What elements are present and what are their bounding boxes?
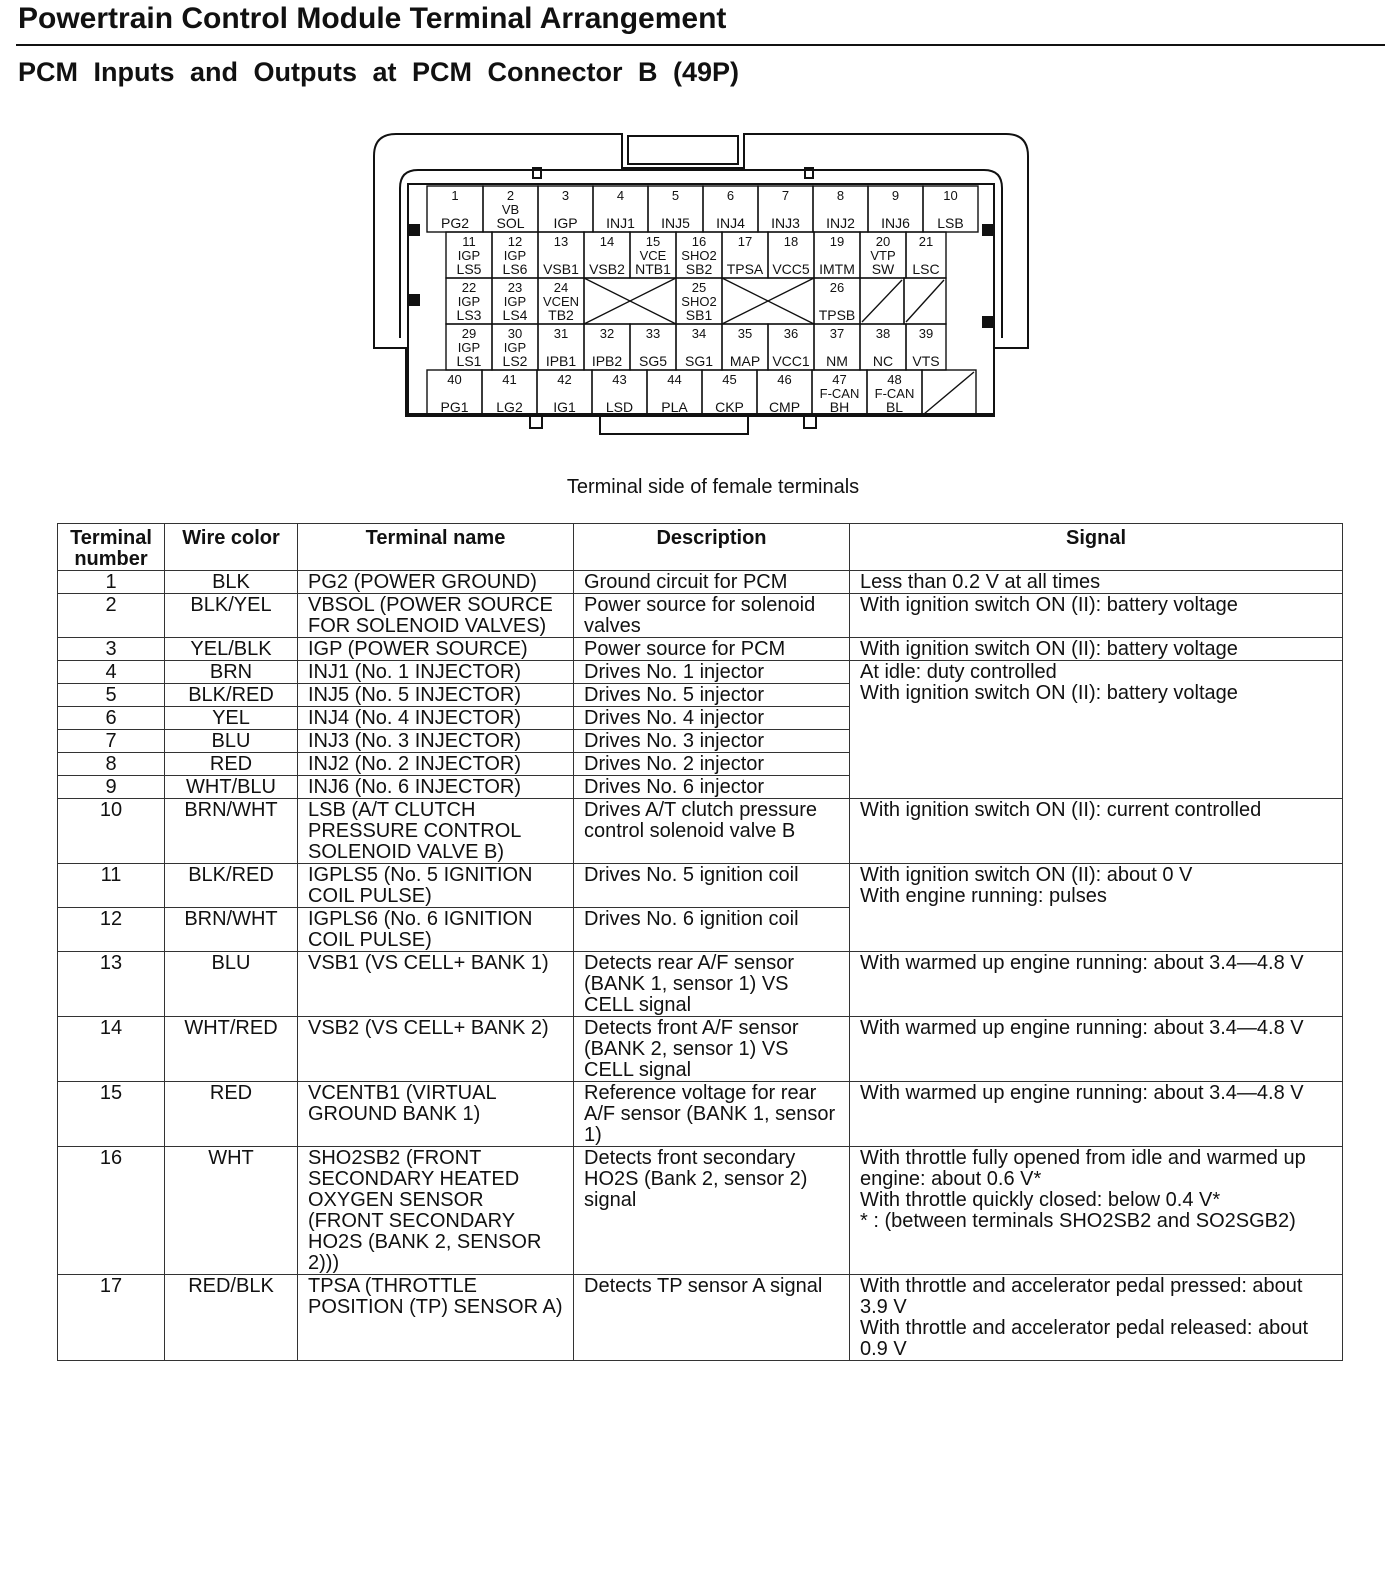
pin-number: 44 (667, 372, 682, 387)
header-signal: Signal (850, 524, 1343, 571)
pin-label: TPSA (726, 261, 764, 277)
pin-number: 33 (645, 326, 661, 341)
wire-color-cell: BLK (165, 571, 298, 594)
pin-number: 48 (887, 372, 902, 387)
connector-diagram (370, 128, 1032, 440)
wire-color-cell: YEL/BLK (165, 638, 298, 661)
pin-label: LS4 (502, 307, 528, 323)
signal-line: With throttle fully opened from idle and warmed up engine: about 0.6 V* (860, 1147, 1306, 1190)
pin-label: LS6 (502, 261, 528, 277)
pin-number: 20 (875, 234, 891, 249)
pin-number: 7 (781, 188, 790, 203)
pin-label: IGP (503, 248, 527, 263)
description-cell: Detects front A/F sensor (BANK 2, sensor 1) VS CELL signal (574, 1017, 850, 1082)
wire-color-cell: WHT/RED (165, 1017, 298, 1082)
empty-cavity-slash (862, 280, 902, 322)
terminal-number-cell: 12 (58, 908, 165, 952)
pin-label: IGP (457, 248, 481, 263)
terminal-number-cell: 16 (58, 1147, 165, 1275)
pin-label: VTS (912, 353, 940, 369)
description-cell: Ground circuit for PCM (574, 571, 850, 594)
description-cell: Drives A/T clutch pressure control solenoid valve B (574, 799, 850, 864)
pin-number: 23 (507, 280, 523, 295)
terminal-name-cell: INJ6 (No. 6 INJECTOR) (298, 776, 574, 799)
pin-label: VCE (639, 248, 667, 263)
pin-number: 10 (943, 188, 958, 203)
pin-number: 16 (691, 234, 707, 249)
description-cell: Detects rear A/F sensor (BANK 1, sensor 1) VS CELL signal (574, 952, 850, 1017)
terminal-name-cell: VSB2 (VS CELL+ BANK 2) (298, 1017, 574, 1082)
pin-label: INJ3 (771, 215, 800, 231)
wire-color-cell: BRN (165, 661, 298, 684)
pin-label: IGP (503, 340, 527, 355)
pin-number: 4 (616, 188, 625, 203)
pin-number: 11 (462, 234, 476, 249)
terminal-name-cell: VSB1 (VS CELL+ BANK 1) (298, 952, 574, 1017)
pin-label: INJ6 (881, 215, 910, 231)
empty-cavity-slash (906, 280, 944, 322)
table-row (58, 952, 1343, 1017)
terminal-name-cell: INJ4 (No. 4 INJECTOR) (298, 707, 574, 730)
pin-number: 24 (553, 280, 569, 295)
signal-cell (850, 638, 1343, 661)
terminal-number-cell: 8 (58, 753, 165, 776)
terminal-number-cell: 6 (58, 707, 165, 730)
pin-number: 46 (777, 372, 792, 387)
terminal-name-cell: INJ1 (No. 1 INJECTOR) (298, 661, 574, 684)
pin-label: SG1 (684, 353, 714, 369)
description-cell: Detects front secondary HO2S (Bank 2, sensor 2) signal (574, 1147, 850, 1275)
wire-color-cell: RED (165, 753, 298, 776)
pin-label: VCEN (542, 294, 580, 309)
signal-cell (850, 594, 1343, 638)
signal-cell (850, 1017, 1343, 1082)
pin-number: 43 (612, 372, 627, 387)
pin-label: NC (872, 353, 894, 369)
pin-label: TPSB (818, 307, 856, 323)
pin-label: SOL (496, 215, 525, 231)
signal-line: With ignition switch ON (II): battery voltage (860, 638, 1238, 660)
pin-number: 45 (722, 372, 737, 387)
pin-number: 21 (918, 234, 934, 249)
table-row (58, 1082, 1343, 1147)
signal-line: With throttle quickly closed: below 0.4 V* (860, 1189, 1221, 1211)
terminal-number-cell: 5 (58, 684, 165, 707)
description-cell: Power source for PCM (574, 638, 850, 661)
description-cell: Drives No. 3 injector (574, 730, 850, 753)
signal-cell (850, 1082, 1343, 1147)
signal-cell (850, 799, 1343, 864)
terminal-number-cell: 4 (58, 661, 165, 684)
pin-label: PG2 (440, 215, 470, 231)
pin-number: 14 (599, 234, 615, 249)
terminal-number-cell: 10 (58, 799, 165, 864)
wire-color-cell: RED/BLK (165, 1275, 298, 1361)
pin-number: 26 (829, 280, 845, 295)
table-row (58, 571, 1343, 594)
terminal-name-cell: IGP (POWER SOURCE) (298, 638, 574, 661)
pin-number: 36 (783, 326, 799, 341)
pin-label: INJ4 (716, 215, 745, 231)
wire-color-cell: BRN/WHT (165, 908, 298, 952)
pin-number: 5 (671, 188, 680, 203)
pin-label: VSB1 (543, 261, 579, 277)
pin-label: SHO2 (681, 248, 717, 263)
terminal-name-cell: TPSA (THROTTLE POSITION (TP) SENSOR A) (298, 1275, 574, 1361)
table-row (58, 1275, 1343, 1361)
pin-label: IG1 (553, 399, 576, 415)
pin-number: 40 (447, 372, 462, 387)
wire-color-cell: BLU (165, 730, 298, 753)
pin-number: 13 (553, 234, 569, 249)
pin-number: 41 (502, 372, 517, 387)
terminal-number-cell: 3 (58, 638, 165, 661)
pin-number: 17 (737, 234, 753, 249)
pin-number: 18 (783, 234, 799, 249)
signal-cell (850, 1275, 1343, 1361)
signal-cell (850, 1147, 1343, 1275)
header-wire-color: Wire color (165, 524, 298, 571)
wire-color-cell: BLU (165, 952, 298, 1017)
pin-number: 34 (691, 326, 707, 341)
pin-number: 38 (875, 326, 891, 341)
pin-label: BL (885, 399, 904, 415)
terminal-name-cell: IGPLS6 (No. 6 IGNITION COIL PULSE) (298, 908, 574, 952)
header-terminal-name: Terminal name (298, 524, 574, 571)
description-cell: Drives No. 6 injector (574, 776, 850, 799)
pin-label: INJ2 (826, 215, 855, 231)
pin-label: LS2 (502, 353, 528, 369)
terminal-name-cell: INJ3 (No. 3 INJECTOR) (298, 730, 574, 753)
signal-line: With throttle and accelerator pedal pressed: about 3.9 V (860, 1275, 1303, 1318)
connector-caption: Terminal side of female terminals (566, 476, 860, 498)
pin-label: SB2 (685, 261, 713, 277)
pin-number: 8 (836, 188, 845, 203)
pin-number: 31 (553, 326, 569, 341)
description-cell: Detects TP sensor A signal (574, 1275, 850, 1361)
pin-label: SHO2 (681, 294, 717, 309)
pin-number: 15 (645, 234, 661, 249)
terminal-number-cell: 9 (58, 776, 165, 799)
table-row (58, 799, 1343, 864)
terminal-number-cell: 2 (58, 594, 165, 638)
description-cell: Drives No. 1 injector (574, 661, 850, 684)
pin-number: 2 (506, 188, 515, 203)
pin-number: 47 (832, 372, 847, 387)
signal-line: * : (between terminals SHO2SB2 and SO2SGB2) (860, 1210, 1296, 1232)
pin-number: 39 (918, 326, 934, 341)
terminal-name-cell: VBSOL (POWER SOURCE FOR SOLENOID VALVES) (298, 594, 574, 638)
description-cell: Drives No. 5 ignition coil (574, 864, 850, 908)
pin-number: 25 (691, 280, 707, 295)
pin-label: NTB1 (635, 261, 671, 277)
signal-line: With ignition switch ON (II): current controlled (860, 799, 1262, 821)
terminal-name-cell: SHO2SB2 (FRONT SECONDARY HEATED OXYGEN SENSOR (FRONT SECONDARY HO2S (BANK 2, SENSOR 2))) (298, 1147, 574, 1275)
pin-label: TB2 (548, 307, 574, 323)
description-cell: Reference voltage for rear A/F sensor (BANK 1, sensor 1) (574, 1082, 850, 1147)
page-subtitle: PCM Inputs and Outputs at PCM Connector B (49P) (18, 57, 740, 87)
terminal-name-cell: IGPLS5 (No. 5 IGNITION COIL PULSE) (298, 864, 574, 908)
pin-label: F-CAN (874, 386, 915, 401)
pin-label: IGP (457, 294, 481, 309)
pin-number: 35 (737, 326, 753, 341)
pin-number: 1 (451, 188, 459, 203)
wire-color-cell: YEL (165, 707, 298, 730)
pin-number: 37 (829, 326, 845, 341)
pin-label: IPB1 (545, 353, 577, 369)
pin-label: SG5 (638, 353, 668, 369)
signal-cell (850, 661, 1343, 799)
signal-line: With warmed up engine running: about 3.4—4.8 V (860, 1082, 1304, 1104)
terminal-name-cell: PG2 (POWER GROUND) (298, 571, 574, 594)
pin-label: BH (829, 399, 850, 415)
wire-color-cell: BLK/YEL (165, 594, 298, 638)
pin-label: LS3 (456, 307, 482, 323)
pin-label: PLA (661, 399, 688, 415)
pin-label: NM (826, 353, 848, 369)
terminal-number-cell: 17 (58, 1275, 165, 1361)
signal-line: With ignition switch ON (II): battery voltage (860, 682, 1238, 704)
table-row (58, 864, 1343, 908)
terminal-table (57, 523, 1343, 1361)
signal-cell (850, 571, 1343, 594)
table-row (58, 661, 1343, 684)
pin-label: LS1 (456, 353, 482, 369)
description-cell: Drives No. 6 ignition coil (574, 908, 850, 952)
table-row (58, 1017, 1343, 1082)
pin-label: CKP (715, 399, 744, 415)
terminal-name-cell: VCENTB1 (VIRTUAL GROUND BANK 1) (298, 1082, 574, 1147)
pin-label: SW (871, 261, 895, 277)
wire-color-cell: BLK/RED (165, 864, 298, 908)
pin-label: VCC1 (772, 353, 810, 369)
signal-line: At idle: duty controlled (860, 661, 1057, 683)
signal-line: Less than 0.2 V at all times (860, 571, 1101, 593)
empty-cavity-slash (924, 372, 974, 414)
signal-cell (850, 952, 1343, 1017)
table-row (58, 594, 1343, 638)
table-header-row (58, 524, 1343, 571)
terminal-number-cell: 1 (58, 571, 165, 594)
pin-label: LSB (937, 215, 964, 231)
description-cell: Drives No. 2 injector (574, 753, 850, 776)
pin-number: 42 (557, 372, 572, 387)
title-divider (16, 44, 1385, 46)
description-cell: Drives No. 4 injector (574, 707, 850, 730)
pin-label: IGP (553, 215, 578, 231)
table-row (58, 1147, 1343, 1275)
signal-line: With throttle and accelerator pedal released: about 0.9 V (860, 1317, 1309, 1360)
pin-number: 9 (891, 188, 900, 203)
page-title: Powertrain Control Module Terminal Arrangement (18, 2, 727, 35)
pin-label: LSD (605, 399, 634, 415)
pin-label: LS5 (456, 261, 482, 277)
header-description: Description (574, 524, 850, 571)
pin-label: IGP (457, 340, 481, 355)
pin-label: PG1 (440, 399, 469, 415)
terminal-name-cell: INJ5 (No. 5 INJECTOR) (298, 684, 574, 707)
pin-label: LG2 (496, 399, 523, 415)
signal-line: With warmed up engine running: about 3.4—4.8 V (860, 1017, 1304, 1039)
wire-color-cell: RED (165, 1082, 298, 1147)
pin-number: 30 (507, 326, 523, 341)
pin-number: 19 (829, 234, 845, 249)
pin-label: IGP (503, 294, 527, 309)
signal-line: With warmed up engine running: about 3.4—4.8 V (860, 952, 1304, 974)
terminal-number-cell: 14 (58, 1017, 165, 1082)
signal-line: With engine running: pulses (860, 885, 1107, 907)
pin-label: VSB2 (589, 261, 625, 277)
terminal-number-cell: 7 (58, 730, 165, 753)
pin-label: VB (501, 202, 520, 217)
terminal-number-cell: 13 (58, 952, 165, 1017)
signal-line: With ignition switch ON (II): battery voltage (860, 594, 1238, 616)
terminal-name-cell: INJ2 (No. 2 INJECTOR) (298, 753, 574, 776)
header-terminal-number: Terminal number (58, 524, 165, 571)
pin-label: VTP (870, 248, 896, 263)
signal-cell (850, 864, 1343, 952)
pin-number: 22 (461, 280, 477, 295)
pin-label: INJ1 (606, 215, 635, 231)
pin-number: 29 (461, 326, 477, 341)
pin-label: LSC (912, 261, 940, 277)
pin-number: 6 (726, 188, 735, 203)
wire-color-cell: BLK/RED (165, 684, 298, 707)
pin-label: IMTM (819, 261, 855, 277)
signal-line: With ignition switch ON (II): about 0 V (860, 864, 1193, 886)
wire-color-cell: WHT (165, 1147, 298, 1275)
pin-number: 3 (561, 188, 570, 203)
wire-color-cell: WHT/BLU (165, 776, 298, 799)
wire-color-cell: BRN/WHT (165, 799, 298, 864)
pin-label: F-CAN (819, 386, 860, 401)
pin-label: MAP (729, 353, 761, 369)
pin-label: SB1 (685, 307, 713, 323)
terminal-name-cell: LSB (A/T CLUTCH PRESSURE CONTROL SOLENOID VALVE B) (298, 799, 574, 864)
terminal-number-cell: 15 (58, 1082, 165, 1147)
pin-label: VCC5 (772, 261, 810, 277)
pin-number: 12 (507, 234, 523, 249)
pin-label: CMP (768, 399, 801, 415)
pin-number: 32 (599, 326, 615, 341)
pin-label: INJ5 (661, 215, 690, 231)
table-row (58, 638, 1343, 661)
description-cell: Drives No. 5 injector (574, 684, 850, 707)
terminal-number-cell: 11 (58, 864, 165, 908)
description-cell: Power source for solenoid valves (574, 594, 850, 638)
pin-label: IPB2 (591, 353, 623, 369)
